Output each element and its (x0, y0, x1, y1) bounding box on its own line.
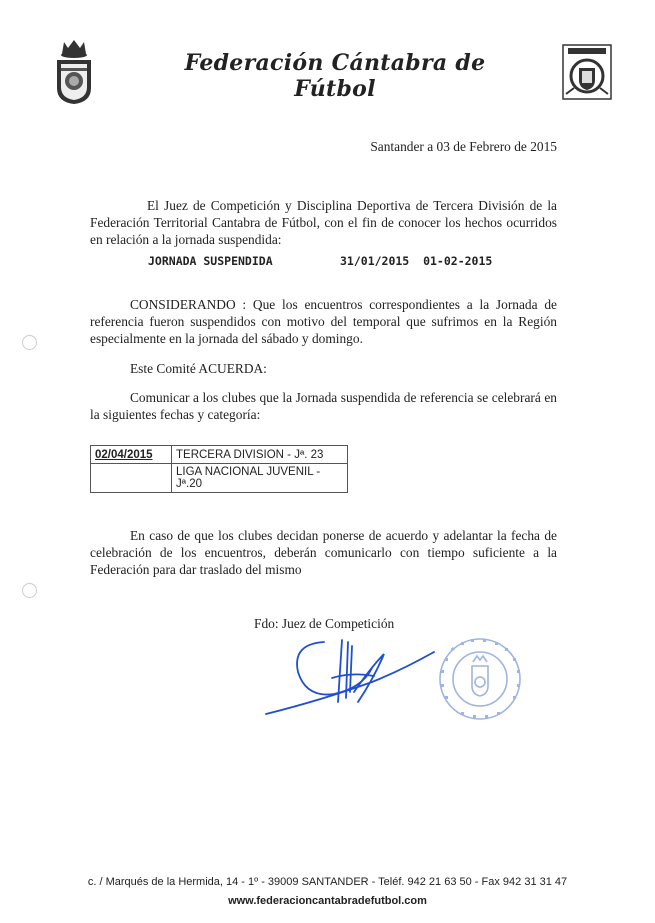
federation-title: Federación Cántabra de Fútbol (184, 50, 486, 102)
acuerda-line: Este Comité ACUERDA: (130, 361, 267, 376)
coat-of-arms-logo (52, 38, 96, 106)
schedule-date: 02/04/2015 (91, 446, 172, 464)
jornada-dates: 31/01/2015 01-02-2015 (340, 254, 493, 268)
federation-stamp (437, 636, 523, 722)
punch-hole (22, 583, 37, 598)
comunicar-paragraph: Comunicar a los clubes que la Jornada suspendida de referencia se celebrará en la siguientes fechas y categoría: (90, 390, 557, 422)
schedule-date (91, 464, 172, 493)
intro-paragraph: El Juez de Competición y Disciplina Deportiva de Tercera División de la Federación Territorial Cantabra de Fútbol, con el fin de conocer los hechos ocurridos en relación a la jornada suspendida: (90, 198, 557, 247)
footer-website: www.federacioncantabradefutbol.com (228, 895, 427, 907)
table-row (91, 446, 348, 464)
date-line: Santander a 03 de Febrero de 2015 (370, 139, 557, 154)
jornada-label: JORNADA SUSPENDIDA (148, 254, 273, 268)
closing-paragraph: En caso de que los clubes decidan ponerse de acuerdo y adelantar la fecha de celebración de los encuentros, deberán comunicarlo con tiempo suficiente a la Federación para dar traslado del mismo (90, 528, 557, 577)
handwritten-signature (262, 632, 442, 718)
footer-address: c. / Marqués de la Hermida, 14 - 1º - 39009 SANTANDER - Teléf. 942 21 63 50 - Fax 942 31 31 47 (87, 876, 568, 888)
signature-line: Fdo: Juez de Competición (254, 616, 395, 631)
schedule-category: TERCERA DIVISION - Jª. 23 (172, 446, 348, 464)
punch-hole (22, 335, 37, 350)
schedule-table (90, 445, 348, 493)
rfef-logo (562, 44, 612, 100)
schedule-category: LIGA NACIONAL JUVENIL - Jª.20 (172, 464, 348, 493)
table-row (91, 464, 348, 493)
considerando-paragraph: CONSIDERANDO : Que los encuentros correspondientes a la Jornada de referencia fueron suspendidos con motivo del temporal que sufrimos en la Región especialmente en la jornada del sábado y domingo. (90, 297, 557, 346)
